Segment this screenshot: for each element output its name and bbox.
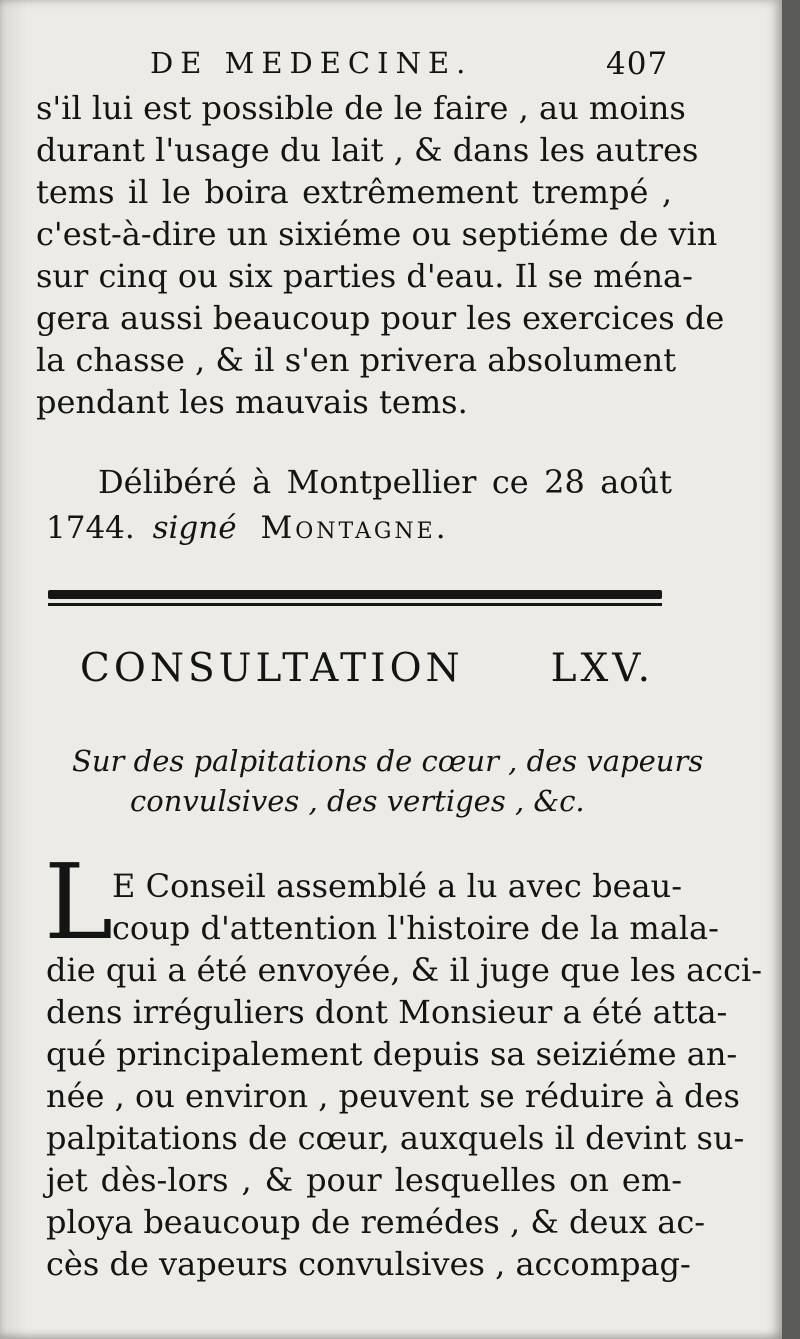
section-divider-thin: [48, 603, 662, 606]
text-line: gera aussi beaucoup pour les exercices de: [36, 299, 725, 337]
body-line: ploya beaucoup de remédes , & deux ac-: [46, 1203, 706, 1241]
body-line: coup d'attention l'histoire de la mala-: [112, 909, 719, 947]
text-line: durant l'usage du lait , & dans les autres: [36, 131, 699, 169]
text-line: c'est-à-dire un sixiéme ou septiéme de vin: [36, 215, 718, 253]
body-line: née , ou environ , peuvent se réduire à des: [46, 1077, 740, 1115]
body-line: die qui a été envoyée, & il juge que les acci-: [46, 951, 763, 989]
text-line: tems il le boira extrêmement trempé ,: [36, 173, 672, 211]
page-number: 407: [606, 46, 669, 82]
signature-line: [46, 508, 449, 548]
text-line: la chasse , & il s'en privera absolument: [36, 341, 677, 379]
text-line: sur cinq ou six parties d'eau. Il se ména-: [36, 257, 693, 295]
consultation-subtitle-line-2: convulsives , des vertiges , &c.: [130, 784, 585, 818]
signature-signe: signé: [152, 510, 237, 546]
body-line: E Conseil assemblé a lu avec beau-: [112, 867, 682, 905]
text-line: pendant les mauvais tems.: [36, 383, 468, 421]
drop-cap-letter: L: [44, 841, 114, 963]
signatory-name: Montagne.: [260, 510, 449, 546]
body-line: dens irréguliers dont Monsieur a été atta-: [46, 993, 728, 1031]
body-line: palpitations de cœur, auxquels il devint su-: [46, 1119, 745, 1157]
running-head: DE MEDECINE.: [150, 46, 473, 80]
deliberation-line: Délibéré à Montpellier ce 28 août: [98, 463, 672, 501]
page-edge-shadow: [0, 0, 28, 1339]
body-line: qué principalement depuis sa seiziéme an-: [46, 1035, 738, 1073]
consultation-subtitle-line-1: Sur des palpitations de cœur , des vapeurs: [72, 744, 704, 778]
body-line: cès de vapeurs convulsives , accompag-: [46, 1245, 691, 1283]
signature-year: 1744.: [46, 510, 135, 546]
section-divider-thick: [48, 590, 662, 599]
body-line: jet dès-lors , & pour lesquelles on em-: [46, 1161, 682, 1199]
text-line: s'il lui est possible de le faire , au moins: [36, 89, 686, 127]
consultation-title: CONSULTATION LXV.: [80, 646, 654, 691]
